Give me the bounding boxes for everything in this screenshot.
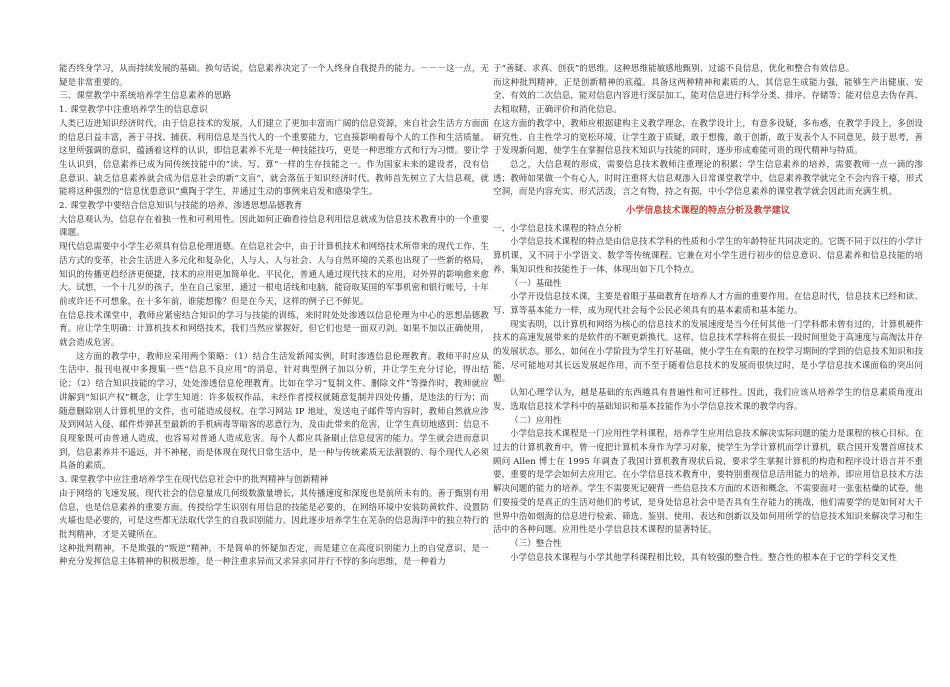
paragraph: 总之，大信息观的形成，需要信息技术教师注重理论的积累；学生信息素养的培养，需要教师一点一滴的渗透；教师如果做一个有心人，时时注重将大信息观渗入日常课堂教学中，信息素养教学就完全不会内容干瘪，形式空洞，而是内容充实，形式活泼，言之有物，持之有据，中小学信息素养的课堂教学就会因此而充满生机。 [493, 159, 924, 198]
subsection-heading: 1. 课堂教学中注重培养学生的信息意识 [59, 105, 208, 116]
subsection-heading: （一）基础性 [510, 278, 562, 289]
subsection-heading: 2. 课堂教学中要结合信息知识与技能的培养，渗透思想品德教育 [59, 201, 303, 212]
subsection-heading: （二）应用性 [510, 415, 562, 426]
paragraph: 认知心理学认为，越是基础的东西越具有普遍性和可迁移性。因此，我们应该从培养学生的信息素质角度出发，选取信息技术学科中的基础知识和基本技能作为小学信息技术课的教学内容。 [493, 388, 923, 412]
paragraph: 现实表明，以计算机和网络为核心的信息技术的发展速度是当今任何其他一门学科都未曾有过的，计算机硬件技术的高速发展带来的是软件的不断更新换代。这样，信息技术学科将在很长一段时间里处于高速度与高淘汰并存的发展状态。那么，如何在小学阶段为学生打好基础，使小学生在有限的在校学习期间的学到的信息技术知识和技能，尽可能地对其长远发展起作用，而不至于随着信息技术的发展而很快过时，是小学信息技术课面临的突出问题。 [493, 319, 924, 385]
paragraph: 能否终身学习，从而持续发展的基础。换句话说，信息素养决定了一个人终身自我提升的能力。－－－这一点，无疑是非常重要的。 [59, 64, 490, 88]
paragraph: 小学开设信息技术课，主要是着眼于基础教育在培养人才方面的重要作用。在信息时代，信息技术已经和读、写、算等基本能力一样，成为现代社会每个公民必须具有的基本素质和基本能力。 [493, 292, 923, 316]
paragraph: 在这方面的教学中，教师应根据建构主义教学理念，在教学设计上，有意多设疑，多布惑，在教学手段上，多创设研究性、自主性学习的宽松环境，让学生敢于质疑，敢于想像，敢于创新，敢于发表个人不同意见，鼓于思考，善于发现新问题，使学生在掌握信息技术知识与技能的同时，逐步形成难能可贵的现代精神与特质。 [493, 118, 924, 157]
left-column [59, 63, 489, 570]
paragraph: 大信息观认为，信息存在着独一性和可利用性。因此如何正确看待信息利用信息就成为信息技术教育中的一个重要课题。 [59, 214, 490, 239]
paragraph: 由于网络的飞速发展，现代社会的信息量成几何级数激量增长，其传播速度和深度也是前所未有的。善于甄别有用信息，也是信息素养的重要方面。传授给学生识别有用信息的技能是必要的，在网络环境中安装防黄软件、设置防火墙也是必要的，可是这些都无法取代学生的自我识别能力。因此逐步培养学生在芜杂的信息海洋中的独立特行的批判精神，才是关键所在。 [59, 488, 490, 540]
section-heading: 三、课堂教学中系统培养学生信息素养的思路 [59, 91, 232, 102]
paragraph: 现代信息需要中小学生必须具有信息伦理道德。在信息社会中，由于计算机技术和网络技术所带来的现代工作、生活方式的变革，社会生活进入多元化和复杂化，人与人、人与社会、人与自然环境的关系也出现了一些新的格局，知识的传播更趋经济更便捷，技术的应用更加简单化、平民化，普通人通过现代技术的应用，对外界的影响愈来愈大。试想，一个十几岁的孩子，坐在自己家里，通过一根电话线和电脑，能窃取某国的军事机密和银行帐号，十年前或许还不可想象，在十多年前，谁能想像？但是在今天，这样的例子已不鲜见。 [59, 242, 490, 307]
subsection-heading: 3. 课堂教学中应注重培养学生在现代信息社会中的批判精神与创新精神 [59, 475, 329, 486]
paragraph: 而这种批判精神，正是创新精神的底蕴。具备这两种精神和素质的人，其信息生成能力强，能够生产出健康、安全、有效的二次信息，能对信息内容进行深层加工，能对信息进行科学分类、排序、存储等；能对信息去伪存真、去粗取精，正确评价和消化信息。 [493, 77, 924, 116]
paragraph: 小学信息技术课程的特点是由信息技术学科的性质和小学生的年龄特征共同决定的。它既不同于以往的小学计算机课，又不同于小学语文、数学等传统课程。它兼在对小学生进行初步的信息意识、信息素养和信息技能的培养，集知识性和技能性于一体，体现出如下几个特点。 [493, 237, 923, 275]
article-title: 小学信息技术课程的特点分析及教学建议 [626, 206, 790, 217]
paragraph: 在信息技术课堂中，教师应紧密结合知识的学习与技能的训练，来时时处处渗透以信息伦理为中心的思想品德教育。应让学生明确：计算机技术和网络技术，我们当然应掌握好，但它们也是一面双刃剑。如果不加以正确使用，就会造成危害。 [59, 310, 490, 349]
right-column [493, 63, 923, 565]
paragraph: 小学信息技术课程与小学其他学科课程相比较，具有较强的整合性。整合性的根本在于它的学科交叉性 [510, 552, 898, 563]
paragraph: 人类已迈进知识经济时代，由于信息技术的发展，人们建立了更加丰富而广阔的信息资源，来自社会生活方方面面的信息日益丰富，善于寻找、捕获、利用信息是当代人的一个重要能力，它直接影响着每个人的工作和生活质量。这里所强调的意识，蕴涵着这样的认识，即信息素养不光是一种技能技巧，更是一种思维方式和行为习惯。要让学生认识到，信息素养已成为同传统技能中的“读、写、算”一样的生存技能之一。作为国家未来的建设者，没有信息意识、缺乏信息素养就会成为信息社会的新“文盲”，就会落伍于知识经济时代。教师首先树立了大信息观，就能将这种强烈的“信息忧患意识”熏陶于学生，并通过生动的事例来启发和感染学生。 [59, 118, 490, 198]
paragraph: 这方面的教学中，教师应采用两个策略：（1）结合生活发新闻实例，时时渗透信息伦理教育。教师平时应从生活中、报刊电视中多搜集一些“信息不良应用”的消息，针对典型例子加以分析，并让学生充分讨论，得出结论；（2）结合知识技能的学习，处处渗透信息伦理教育。比如在学习“复制文件、删除文件”等操作时，教师就应讲解到“知识产权”概念，让学生知道：许多版权作品，未经作者授权就随意复制并四处传播，是违法的行为；而随意删除别人计算机里的文件，也可能造成侵权。在学习网站 IP 地址，发送电子邮件等内容时，教师自然就应涉及到网站入侵、邮件炸弹甚至最新的手机病毒等暗客的恶意行为，及由此带来的危害，让学生真切地感到：信息不良现象既可由普通人造成，也容易对普通人造成危害。每个人都应具备刷止信息侵害的能力。学生就会进而意识到，信息素养并不遥远，并不神秘，而是体现在现代日常生活中，是一种与传统素质无法割裂的、每个现代人必须具备的素质。 [59, 351, 490, 472]
section-heading: 一、小学信息技术课程的特点分析 [493, 223, 623, 234]
paragraph: 小学信息技术课程是一门应用性学科课程，培养学生应用信息技术解决实际问题的能力是课程的核心目标。在过去的计算机教育中，曾一度把计算机本身作为学习对象，使学生为学计算机而学计算机，联合国开发署首席技术顾问 Allen 博士在 1995 年调查了我国计算机教育现状后说，要求学生掌握计算机的构造和程序设计语言并不重要，重要的是学会如何去应用它。在小学信息技术教育中，要特别重视信息活用能力的培养，即应用信息技术方法解决问题的能力的培养。学生不需要死记硬背一些信息技术方面的术语和概念，不需要面对一张张枯燥的试卷，他们要接受的是真正的生活对他们的考试，是身处信息社会中是否具有生存能力的挑战，他们需要学的是如何对大千世界中浩如烟海的信息进行检索、筛选、鉴别、使用、表达和创新以及如何用所学的信息技术知识来解决学习和生活中的各种问题。应用性是小学信息技术课程的显著特征。 [493, 429, 924, 536]
paragraph: 于“善疑、求真、创获”的思维。这种思维能敏感地甄别、过滤不良信息，优化和整合有效信息。 [493, 64, 855, 74]
subsection-heading: （三）整合性 [510, 538, 562, 549]
paragraph: 这种批判精神，不是欺强的“叛逆”精神，不是简单的怀疑加否定，而是建立在高度识别能力上的自觉意识，是一种充分发挥信息主体精神的积极思维，是一种注重求异而又求异求同并行不悖的多向思维，是一种着力 [59, 543, 489, 568]
